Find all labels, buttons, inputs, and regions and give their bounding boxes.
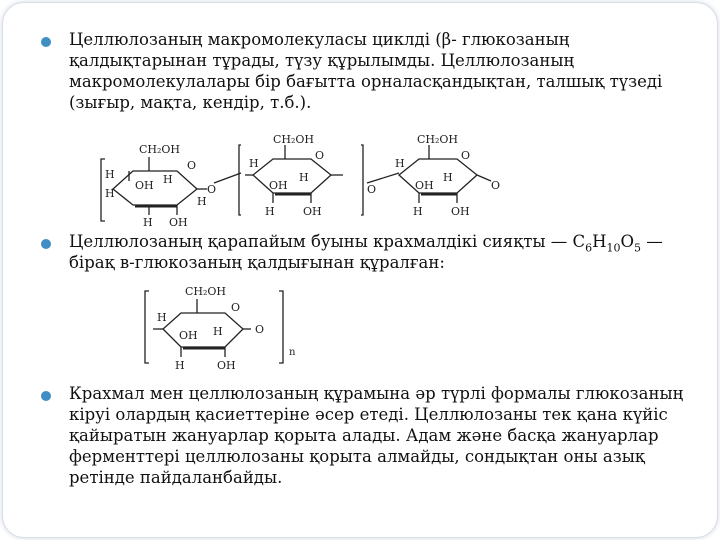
bullet-2-text-before: Целлюлозаның қарапайым буыны крахмалдікі сияқты — C [69,232,586,251]
unit-oh2: OH [217,359,236,371]
glucose-unit-diagram [139,283,309,371]
unit-h3: H [175,359,185,371]
formula-h-sub: 10 [606,241,621,255]
end-o: O [491,179,501,192]
formula-c-sub: 6 [585,241,593,255]
r3-o: O [461,149,471,162]
cellulose-chain-diagram [99,131,529,226]
r2-oh: OH [269,179,288,192]
bullet-1-text: Целлюлозаның макромолекуласы циклді (β- глюкозаның қалдықтарынан тұрады, түзу құрылымды. Целлюлозаның макромолекулалары бір бағытта орналасқандықтан, талшық түзеді (зығыр, мақта, кендір, т.б.). [69,30,663,112]
bullet-2-text [69,231,699,273]
unit-o-right: O [255,323,265,336]
r2-h2: H [299,171,309,184]
r2-h1: H [249,157,259,170]
bullet-2-marker [41,239,51,249]
bullet-3-text: Крахмал мен целлюлозаның құрамына әр түрлі формалы глюкозаның кіруі олардың қасиеттеріне әсер етеді. Целлюлозаны тек қана күйіс қайыратын жануарлар қорыта алады. Адам және басқа жануарлар ферменттері целлюлозаны қорыта алмайды, сондықтан оны азық ретінде пайдаланбайды. [69,384,684,487]
bullet-2-text-after: — бірақ в-глюкозаның қалдығынан құралған: [69,232,663,272]
formula-h: H [592,232,607,251]
r1-h4: H [197,195,207,208]
unit-h2: H [213,325,223,338]
formula-o-sub: 5 [634,241,641,255]
link-o-1: O [207,183,217,196]
r1-o: O [187,159,197,172]
r3-oh: OH [415,179,434,192]
r2-oh2: OH [303,205,322,218]
r1-h2: H [105,187,115,200]
r3-h1: H [395,157,405,170]
r3-h3: H [413,205,423,218]
r2-o: O [315,149,325,162]
r3-h2: H [443,171,453,184]
slide-frame [2,2,718,538]
bullet-3-marker [41,391,51,401]
bullet-1-marker [41,37,51,47]
r1-oh: OH [135,179,154,192]
link-o-2: O [367,183,377,196]
r1-h5: H [143,216,153,226]
unit-oh: OH [179,329,198,342]
r1-ch2oh: CH₂OH [139,143,181,156]
unit-o: O [231,301,241,314]
r2-ch2oh: CH₂OH [273,133,315,146]
r1-oh2: OH [169,216,188,226]
unit-n: n [289,347,296,358]
unit-ch2oh: CH₂OH [185,285,227,298]
formula-o: O [620,232,634,251]
unit-h1: H [157,311,167,324]
r1-h1: H [105,168,115,181]
r3-ch2oh: CH₂OH [417,133,459,146]
r1-h3: H [163,173,173,186]
r3-oh2: OH [451,205,470,218]
r2-h3: H [265,205,275,218]
